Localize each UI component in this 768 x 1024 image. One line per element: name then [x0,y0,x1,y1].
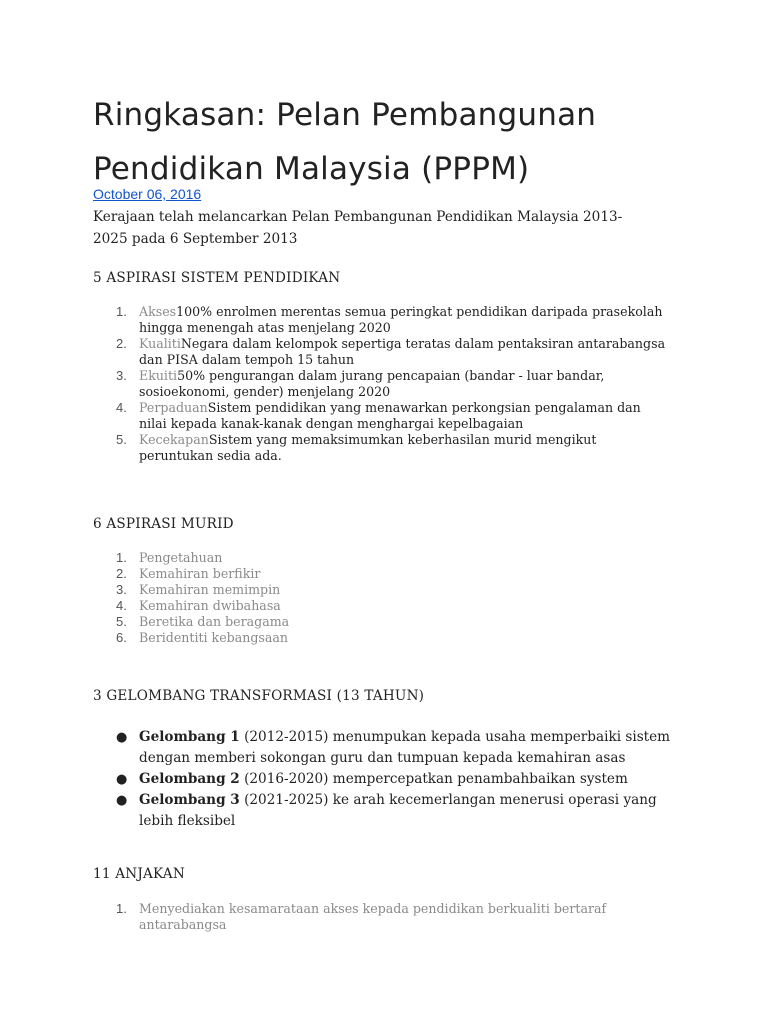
list-item-text: Negara dalam kelompok sepertiga teratas dalam pentaksiran antarabangsa [180,336,666,351]
section-heading-gelombang: 3 GELOMBANG TRANSFORMASI (13 TAHUN) [93,688,425,704]
list-item [0,598,700,614]
list-item [0,614,700,630]
list-item-text-cont: dan PISA dalam tempoh 15 tahun [139,352,355,367]
list-number: 1. [116,901,127,916]
aspirasi-murid-list [0,550,700,646]
list-item-text: 100% enrolmen merentas semua peringkat pendidikan daripada prasekolah [176,304,663,319]
list-item-text-cont: antarabangsa [139,917,227,932]
list-number: 3. [116,368,127,383]
list-number: 5. [116,432,127,447]
list-number: 4. [116,400,127,415]
list-item-text: Sistem pendidikan yang menawarkan perkongsian pengalaman dan [207,400,641,415]
list-item-text: Sistem yang memaksimumkan keberhasilan murid mengikut [208,432,597,447]
bullet-item-text-cont: dengan memberi sokongan guru dan tumpuan kepada kemahiran asas [139,750,626,766]
intro-line-1: Kerajaan telah melancarkan Pelan Pembangunan Pendidikan Malaysia 2013- [93,209,623,225]
list-item-text: Kemahiran memimpin [139,582,281,597]
list-item-text: Menyediakan kesamarataan akses kepada pendidikan berkualiti bertaraf [139,901,607,916]
list-number: 2. [116,566,127,581]
list-item-text: Pengetahuan [139,550,223,565]
list-item [0,368,700,400]
list-item-text: Beretika dan beragama [139,614,290,629]
list-number: 3. [116,582,127,597]
bullet-item [0,790,690,832]
section-heading-aspirasi-murid: 6 ASPIRASI MURID [93,516,234,532]
page-title [93,88,713,196]
list-item-text: Beridentiti kebangsaan [139,630,288,645]
section-heading-aspirasi-sistem: 5 ASPIRASI SISTEM PENDIDIKAN [93,270,341,286]
list-item-text: 50% pengurangan dalam jurang pencapaian (bandar - luar bandar, [177,368,605,383]
list-item [0,336,700,368]
bullet-item-bold: Gelombang 2 [139,771,240,787]
list-item [0,550,700,566]
bullet-icon: ● [116,793,128,808]
intro-paragraph [93,206,653,250]
list-item [0,630,700,646]
bullet-item-text: (2012-2015) menumpukan kepada usaha memperbaiki sistem [239,729,671,745]
list-item [0,582,700,598]
list-item [0,400,700,432]
anjakan-list [0,901,700,933]
list-number: 6. [116,630,127,645]
bullet-item-text: (2021-2025) ke arah kecemerlangan menerusi operasi yang [239,792,657,808]
section-heading-anjakan: 11 ANJAKAN [93,866,185,882]
intro-line-2: 2025 pada 6 September 2013 [93,231,298,247]
title-line-1: Ringkasan: Pelan Pembangunan [93,97,597,133]
list-item [0,901,700,933]
list-item-term: Kualiti [139,336,181,351]
bullet-item-text-cont: lebih fleksibel [139,813,236,829]
bullet-icon: ● [116,772,128,787]
list-item-term: Perpaduan [139,400,208,415]
list-item [0,432,700,464]
list-number: 1. [116,304,127,319]
list-item [0,304,700,336]
list-item-text: Kemahiran dwibahasa [139,598,281,613]
list-number: 1. [116,550,127,565]
list-item [0,566,700,582]
post-date-link[interactable]: October 06, 2016 [93,186,202,202]
list-number: 2. [116,336,127,351]
list-number: 5. [116,614,127,629]
list-item-text-cont: nilai kepada kanak-kanak dengan menghargai kepelbagaian [139,416,524,431]
bullet-item [0,727,690,769]
list-item-term: Kecekapan [139,432,209,447]
list-item-text-cont: sosioekonomi, gender) menjelang 2020 [139,384,391,399]
bullet-item-text: (2016-2020) mempercepatkan penambahbaikan system [239,771,628,787]
title-line-2: Pendidikan Malaysia (PPPM) [93,151,530,187]
bullet-item-bold: Gelombang 3 [139,792,240,808]
list-item-text-cont: peruntukan sedia ada. [139,448,282,463]
list-item-text: Kemahiran berfikir [139,566,261,581]
list-item-term: Ekuiti [139,368,178,383]
bullet-item-bold: Gelombang 1 [139,729,240,745]
bullet-item [0,769,690,790]
bullet-icon: ● [116,730,128,745]
list-item-text-cont: hingga menengah atas menjelang 2020 [139,320,391,335]
list-number: 4. [116,598,127,613]
aspirasi-sistem-list [0,304,700,464]
gelombang-list [0,727,690,832]
list-item-term: Akses [139,304,177,319]
